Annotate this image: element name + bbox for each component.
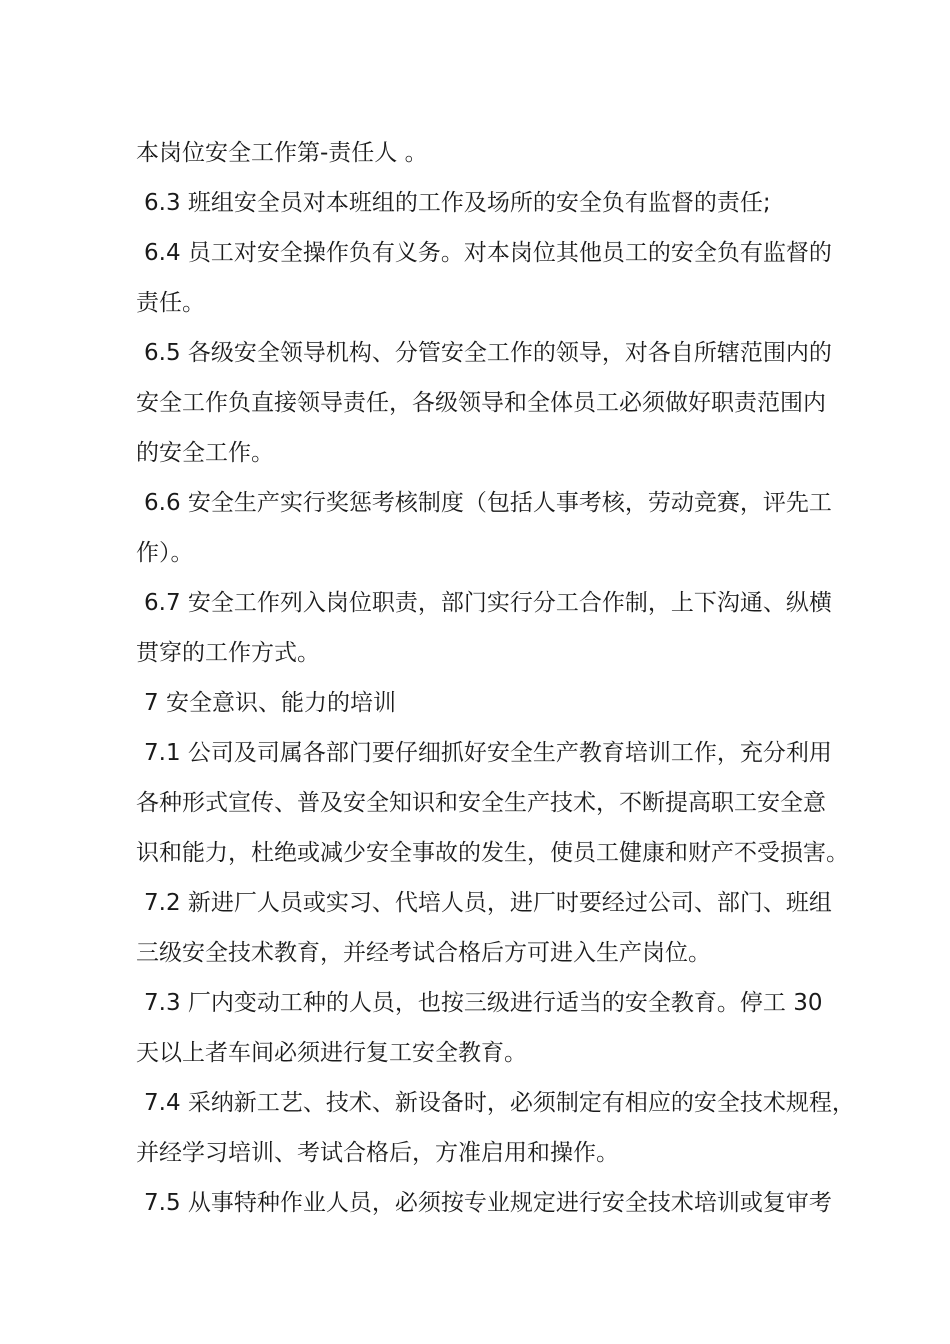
text-line: 6.6 安全生产实行奖惩考核制度（包括人事考核，劳动竞赛，评先工 xyxy=(144,490,832,516)
text-line: 6.7 安全工作列入岗位职责，部门实行分工合作制，上下沟通、纵横 xyxy=(144,590,832,616)
text-line: 7.3 厂内变动工种的人员，也按三级进行适当的安全教育。停工 30 xyxy=(144,990,823,1016)
text-line: 的安全工作。 xyxy=(136,440,274,466)
text-line: 安全工作负直接领导责任，各级领导和全体员工必须做好职责范围内 xyxy=(136,390,826,416)
text-line: 6.4 员工对安全操作负有义务。对本岗位其他员工的安全负有监督的 xyxy=(144,240,832,266)
text-line: 三级安全技术教育，并经考试合格后方可进入生产岗位。 xyxy=(136,940,711,966)
text-line: 7.5 从事特种作业人员，必须按专业规定进行安全技术培训或复审考 xyxy=(144,1190,832,1216)
text-line: 识和能力，杜绝或减少安全事故的发生，使员工健康和财产不受损害。 xyxy=(136,840,849,866)
text-line: 贯穿的工作方式。 xyxy=(136,640,320,666)
text-line: 各种形式宣传、普及安全知识和安全生产技术，不断提高职工安全意 xyxy=(136,790,826,816)
text-line: 并经学习培训、考试合格后，方准启用和操作。 xyxy=(136,1140,619,1166)
text-line: 作）。 xyxy=(136,540,194,566)
text-line: 7.4 采纳新工艺、技术、新设备时，必须制定有相应的安全技术规程， xyxy=(144,1090,855,1116)
text-line: 6.3 班组安全员对本班组的工作及场所的安全负有监督的责任; xyxy=(144,190,771,216)
text-line: 7.1 公司及司属各部门要仔细抓好安全生产教育培训工作，充分利用 xyxy=(144,740,832,766)
section-heading: 7 安全意识、能力的培训 xyxy=(144,690,396,716)
text-line: 本岗位安全工作第-责任人 。 xyxy=(136,140,428,166)
text-line: 责任。 xyxy=(136,290,205,316)
text-line: 6.5 各级安全领导机构、分管安全工作的领导，对各自所辖范围内的 xyxy=(144,340,832,366)
document-body xyxy=(136,128,855,1228)
text-line: 天以上者车间必须进行复工安全教育。 xyxy=(136,1040,527,1066)
text-line: 7.2 新进厂人员或实习、代培人员，进厂时要经过公司、部门、班组 xyxy=(144,890,832,916)
